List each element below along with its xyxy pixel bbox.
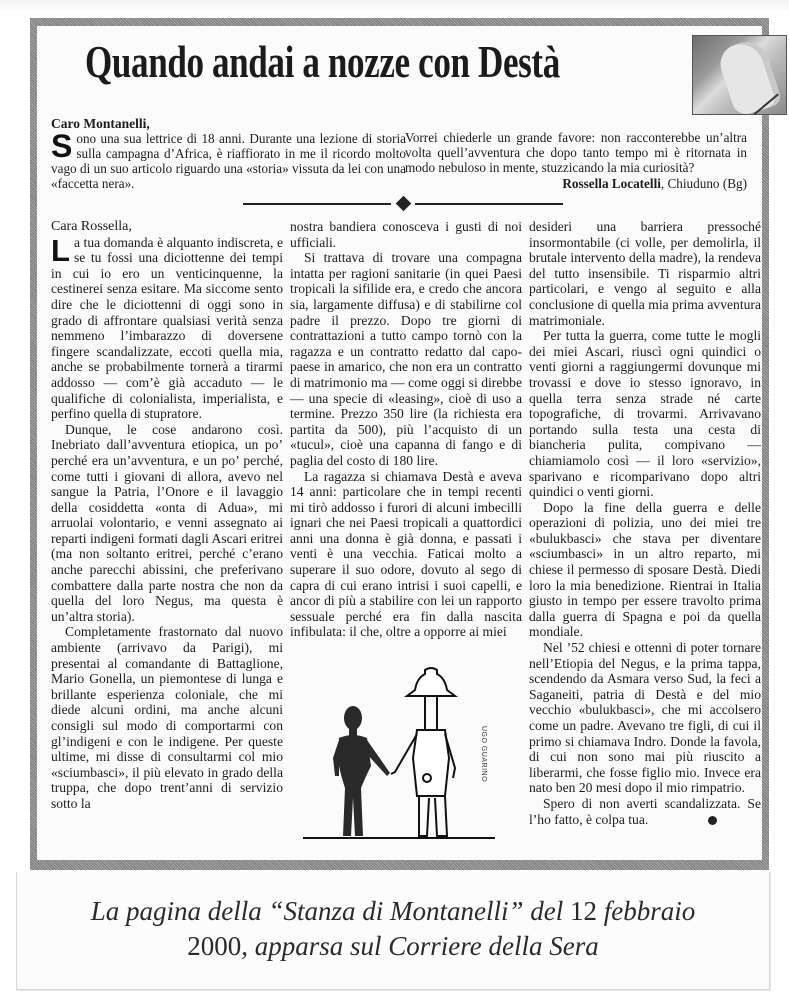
letter-text-right: Vorrei chiederle un grande favore: non racconterebbe un’altra volta quell’avventura che dopo tanto tempo mi è ritornata in modo nebuloso in mente, stuzzicando la mia curiosità? [405, 130, 747, 175]
letter-dropcap: S [51, 128, 73, 164]
clipping-page [37, 26, 762, 860]
reply-paragraph: desideri una barriera pressoché insormontabile (ci volle, per demolirla, il brutale intervento della madre), la rendeva del tutto insensibile. Ti risparmio altri particolari, e vengo al seguito e alla conclusione di quella mia prima avventura matrimoniale. [529, 219, 761, 328]
caption-line2-b: , apparsa sul Corriere della Sera [241, 931, 599, 961]
reply-paragraph: Per tutta la guerra, come tutte le mogli dei miei Ascari, riuscì ogni quindici o venti giorni a raggiungermi dovunque mi trovassi e dove io stesso ignoravo, in quella terra senza strade né carte topografiche, di trovarmi. Arrivavano portando sulla testa una cesta di biancheria pulita, compivano — chiamiamolo così — il loro «servizio», sparivano e ricomparivano dopo altri quindici o venti giorni. [529, 328, 761, 500]
letter-text-left: ono una sua lettrice di 18 anni. Durante una lezione di storia sulla campagna d’Africa, è riaffiorato in me il ricordo molto vago di un suo articolo riguardo una «storia» vissuta da lei con una «faccetta nera». [51, 131, 406, 191]
reply-paragraph: nostra bandiera conosceva i gusti di noi ufficiali. [290, 219, 522, 250]
reply-paragraph [529, 796, 761, 827]
headline: Quando andai a nozze con Destà [85, 37, 560, 87]
caption-line1-a: La pagina della “Stanza di Montanelli” del [90, 896, 570, 926]
reply-paragraph-text: a tua domanda è alquanto indiscreta, e se tu fossi una diciottenne dei tempi in cui io ero un venticinquenne, la cestinerei senza esitare. Ma siccome sento dire che le diciottenni di oggi sono in grado di affrontare qualsiasi verità senza nemmeno l’imbarazzo di doversene fingere scandalizzate, eccoti quella mia, anche se probabilmente tornerà a tirarmi addosso — com’è già accaduto — le qualifiche di colonialista, imperialista, e perfino quella di stupratore. [51, 234, 283, 422]
caption-text [17, 894, 769, 964]
reply-paragraph: Si trattava di trovare una compagna intatta per ragioni sanitarie (in quei Paesi tropicali la sifilide era, e credo che ancora sia, largamente diffusa) e di stabilirne col padre il prezzo. Dopo tre giorni di contrattazioni a tutto campo tornò con la ragazza e un contratto redatto dal capo-paese in amarico, che non era un contratto di matrimonio ma — come oggi si direbbe — una specie di «leasing», cioè di uso a termine. Prezzo 350 lire (la richiesta era partita da 500), più l’acquisto di un «tucul», cioè una capanna di fango e di paglia del costo di 180 lire. [290, 250, 522, 468]
reply-paragraph: Dopo la fine della guerra e delle operazioni di polizia, uno dei miei tre «bulukbasci» che stava per diventare «sciumbasci» in un altro reparto, mi chiese il permesso di sposare Destà. Diedi loro la mia benedizione. Rientrai in Italia giusto in tempo per essere travolto prima dalla guerra di Spagna e poi da quella mondiale. [529, 499, 761, 640]
letter-greeting: Caro Montanelli, [51, 116, 150, 131]
reply-closing-text: Spero di non averti scandalizzata. Se l’ho fatto, è colpa tua. [529, 795, 761, 827]
signature-place: , Chiuduno (Bg) [660, 176, 747, 191]
hand-photo-icon [692, 35, 787, 115]
woman-figure [333, 706, 390, 836]
reply-column-3 [529, 219, 761, 827]
newspaper-clipping [30, 18, 769, 870]
photo-hand-shape [715, 36, 782, 115]
end-mark-icon [708, 816, 717, 825]
reply-paragraph: Dunque, le cose andarono così. Inebriato dall’avventura etiopica, un po’ perché era un’avventura, e un po’ perché, come tutti i giovani di allora, avevo nel sangue la Patria, l’Onore e il lavaggio della cosiddetta «onta di Adua», mi arruolai volontario, e venni assegnato ai reparti indigeni formati dagli Ascari eritrei (ma non soltanto eritrei, perché c’erano anche parecchi abissini, che preferivano combattere dalla parte nostra che non da quella del loro Negus, ma questa è un’altra storia). [51, 421, 283, 624]
man-figure [391, 668, 455, 836]
divider-line-right [415, 203, 563, 205]
top-shadow [0, 0, 789, 12]
letter-signature [405, 176, 747, 191]
reader-letter-left [51, 116, 406, 191]
divider-line-left [243, 203, 391, 205]
caption-line2-a: 2000 [187, 931, 242, 961]
reply-paragraph: Nel ’52 chiesi e ottenni di poter tornare nell’Etiopia del Negus, e la prima tappa, scendendo da Asmara verso Sud, la feci a Saganeiti, patria di Destà e del mio vecchio «bulukbasci», che mi accolsero come un padre. Avevano tre figli, di cui il primo si chiamava Indro. Donde la favola, di cui non sono mai più riuscito a liberarmi, che fosse figlio mio. Invece era nato ben 20 mesi dopo il mio rimpatrio. [529, 640, 761, 796]
reply-column-2 [290, 219, 522, 640]
reply-column-1 [51, 219, 283, 812]
reader-letter-right [405, 116, 747, 191]
signature-name: Rossella Locatelli [562, 176, 661, 191]
section-divider [243, 197, 563, 211]
reply-paragraph [51, 232, 283, 422]
reply-dropcap: L [51, 232, 70, 268]
caption-line1-c: febbraio [597, 896, 696, 926]
caption-line1-b: 12 [570, 896, 597, 926]
reply-greeting: Cara Rossella, [51, 219, 132, 234]
letter-body-left [51, 128, 406, 191]
photo-caption [16, 872, 770, 990]
diamond-icon [396, 196, 412, 212]
illustration-credit: UGO GUARINO [480, 726, 487, 783]
couple-holding-hands-drawing-icon [295, 648, 525, 848]
reply-paragraph: La ragazza si chiamava Destà e aveva 14 anni: particolare che in tempi recenti mi tirò addosso i furori di alcuni imbecilli ignari che nei Paesi tropicali a quattordici anni una donna è già donna, e passati i venti è una vecchia. Faticai molto a superare il suo odore, dovuto al sego di capra di cui erano intrisi i suoi capelli, e ancor di più a stabilire con lei un rapporto sessuale perché era fin dalla nascita infibulata: il che, oltre a opporre ai miei [290, 468, 522, 640]
reply-paragraph: Completamente frastornato dal nuovo ambiente (arrivavo da Parigi), mi presentai al comandante di Battaglione, Mario Gonella, un piemontese di lunga e brillante esperienza coloniale, che mi diede alcuni ordini, ma anche alcuni consigli sul modo di comportarmi con gl’indigeni e con le indigene. Per queste ultime, mi disse di consultarmi col mio «sciumbasci», il più elevato in grado della truppa, che dopo trent’anni di servizio sotto la [51, 624, 283, 811]
